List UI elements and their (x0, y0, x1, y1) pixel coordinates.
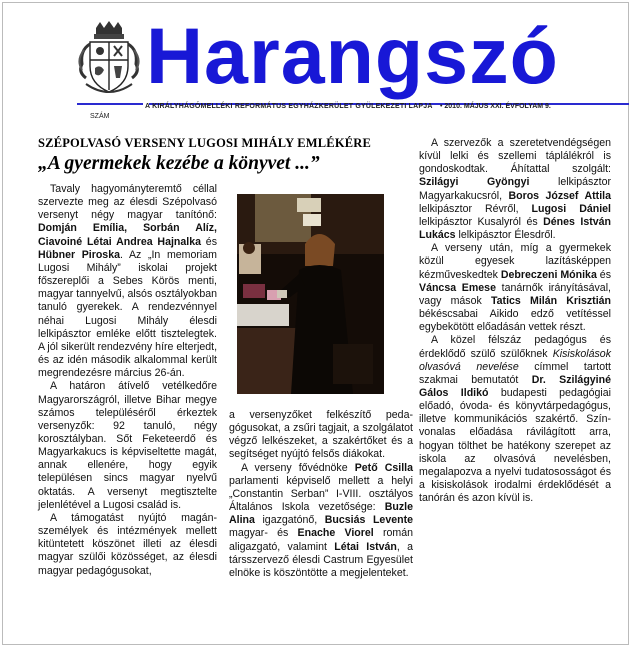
paragraph-3: A támogatást nyújtó magánszemélyek és intézmények mellett kitüntetett köszönet illeti az élesdi magyar szülői közösséget, az élesdi magyar pedagógusokat, (38, 511, 217, 577)
article-column-2 (229, 409, 413, 580)
article-headline: „A gyermekek kezébe a könyvet ...” (38, 153, 320, 174)
article-column-1 (38, 183, 217, 578)
issue-info: • 2010. MÁJUS XXI. ÉVFOLYAM 9. (440, 103, 551, 110)
paragraph-4: a versenyzőket felkészítő pedagógusokat, a zsűri tagjait, a szolgálatot végző lelkészeket, a szakértőket és a segítséget nyújtó felsős diákokat. (229, 409, 413, 461)
masthead-title: Harangszó (146, 11, 559, 100)
paragraph-5: A verseny fővédnöke Pető Csilla parlamenti képviselő mellett a helyi „Constantin Serban” I-VIII. osztályos Általános Iskola vezetősége: Buzle Alina igazgatónő, Bucsiás Levente magyar- és Enache Viorel román aligazgató, valamint Létai István, a társszervező élesdi Castrum Egyesület elnöke is köszöntötte a megjelenteket. (229, 461, 413, 579)
article-kicker: SZÉPOLVASÓ VERSENY LUGOSI MIHÁLY EMLÉKÉRE (38, 136, 372, 150)
paragraph-6: A szervezők a szeretetvendégségen kívül lelki és szellemi táplálékról is gondoskodtak. Áhítattal szolgált: Szilágyi Gyöngyi lelkipásztor Magyarkakucsról, Boros József Attila lelkipásztor Révről, Lugosi Dániel lelkipásztor Kusalyról és Dénes István Lukács lelkipásztor Élesdről. (419, 137, 611, 242)
paragraph-2: A határon átívelő vetélkedőre Magyarországról, illetve Bihar megye számos településéről érkeztek versenyzők: 92 tanuló, négy korosztályban. Sőt Feketeerdő és Magyarkakucs is képviseltette magát, annak ellenére, hogy egyik településen sincs magyar nyelvű oktatás. A versenyt megtisztelte jelenlétével a Lugosi család is. (38, 380, 217, 511)
paragraph-7: A verseny után, míg a gyermekek közül egyesek lazításképpen kézműveskedtek Debreczeni Mónika és Váncsa Emese tanárnők irányításával, vagy mások Tatics Milán Krisztián békéscsabai Aikido edző vetítéssel egybekötött előadásán vettek részt. (419, 242, 611, 334)
article-photo (237, 194, 384, 394)
article-column-3 (419, 137, 611, 505)
coat-of-arms-icon (76, 20, 142, 98)
issue-szam: SZÁM (90, 113, 110, 120)
paragraph-1: Tavaly hagyományteremtő céllal szervezte meg az élesdi Szépolvasó versenyt négy magyar tanítónő: Domján Emília, Sorbán Alíz, Ciavoiné Létai Andrea Hajnalka és Hübner Piroska. Az „In memoriam Lugosi Mihály” iskolai projekt főszereplői a Sebes Körös menti, magyar tannyelvű, alsós osztályokban tanuló gyerekek. A rendezvénnyel néhai Lugosi Mihály élesdi lelkipásztor emléke előtt tisztelegtek. A jól sikerült rendezvény híre elterjedt, és az idén második alkalommal került megrendezésre március 26-án. (38, 183, 218, 380)
paragraph-8: A közel félszáz pedagógus és érdeklődő szülő szülőknek Kisiskolások olvasóvá nevelése címmel tartott szakmai bemutatót Dr. Szilágyiné Gálos Ildikó budapesti pedagógiai előadó, óvoda- és könyvtárpedagógus, illetve kommunikációs szakértő. Színvonalas előadása rávilágított arra, hogyan tölthet be hatékony szerepet az iskola az olvasóvá nevelésben, megalapozva a nyelvi tudatososságot és a kisiskolások irodalmi érdeklődését a tanórán és azon kívül is. (419, 334, 612, 505)
masthead-subtitle: A KIRÁLYHÁGÓMELLÉKI REFORMÁTUS EGYHÁZKERÜLET GYÜLEKEZETI LAPJA (145, 103, 433, 110)
